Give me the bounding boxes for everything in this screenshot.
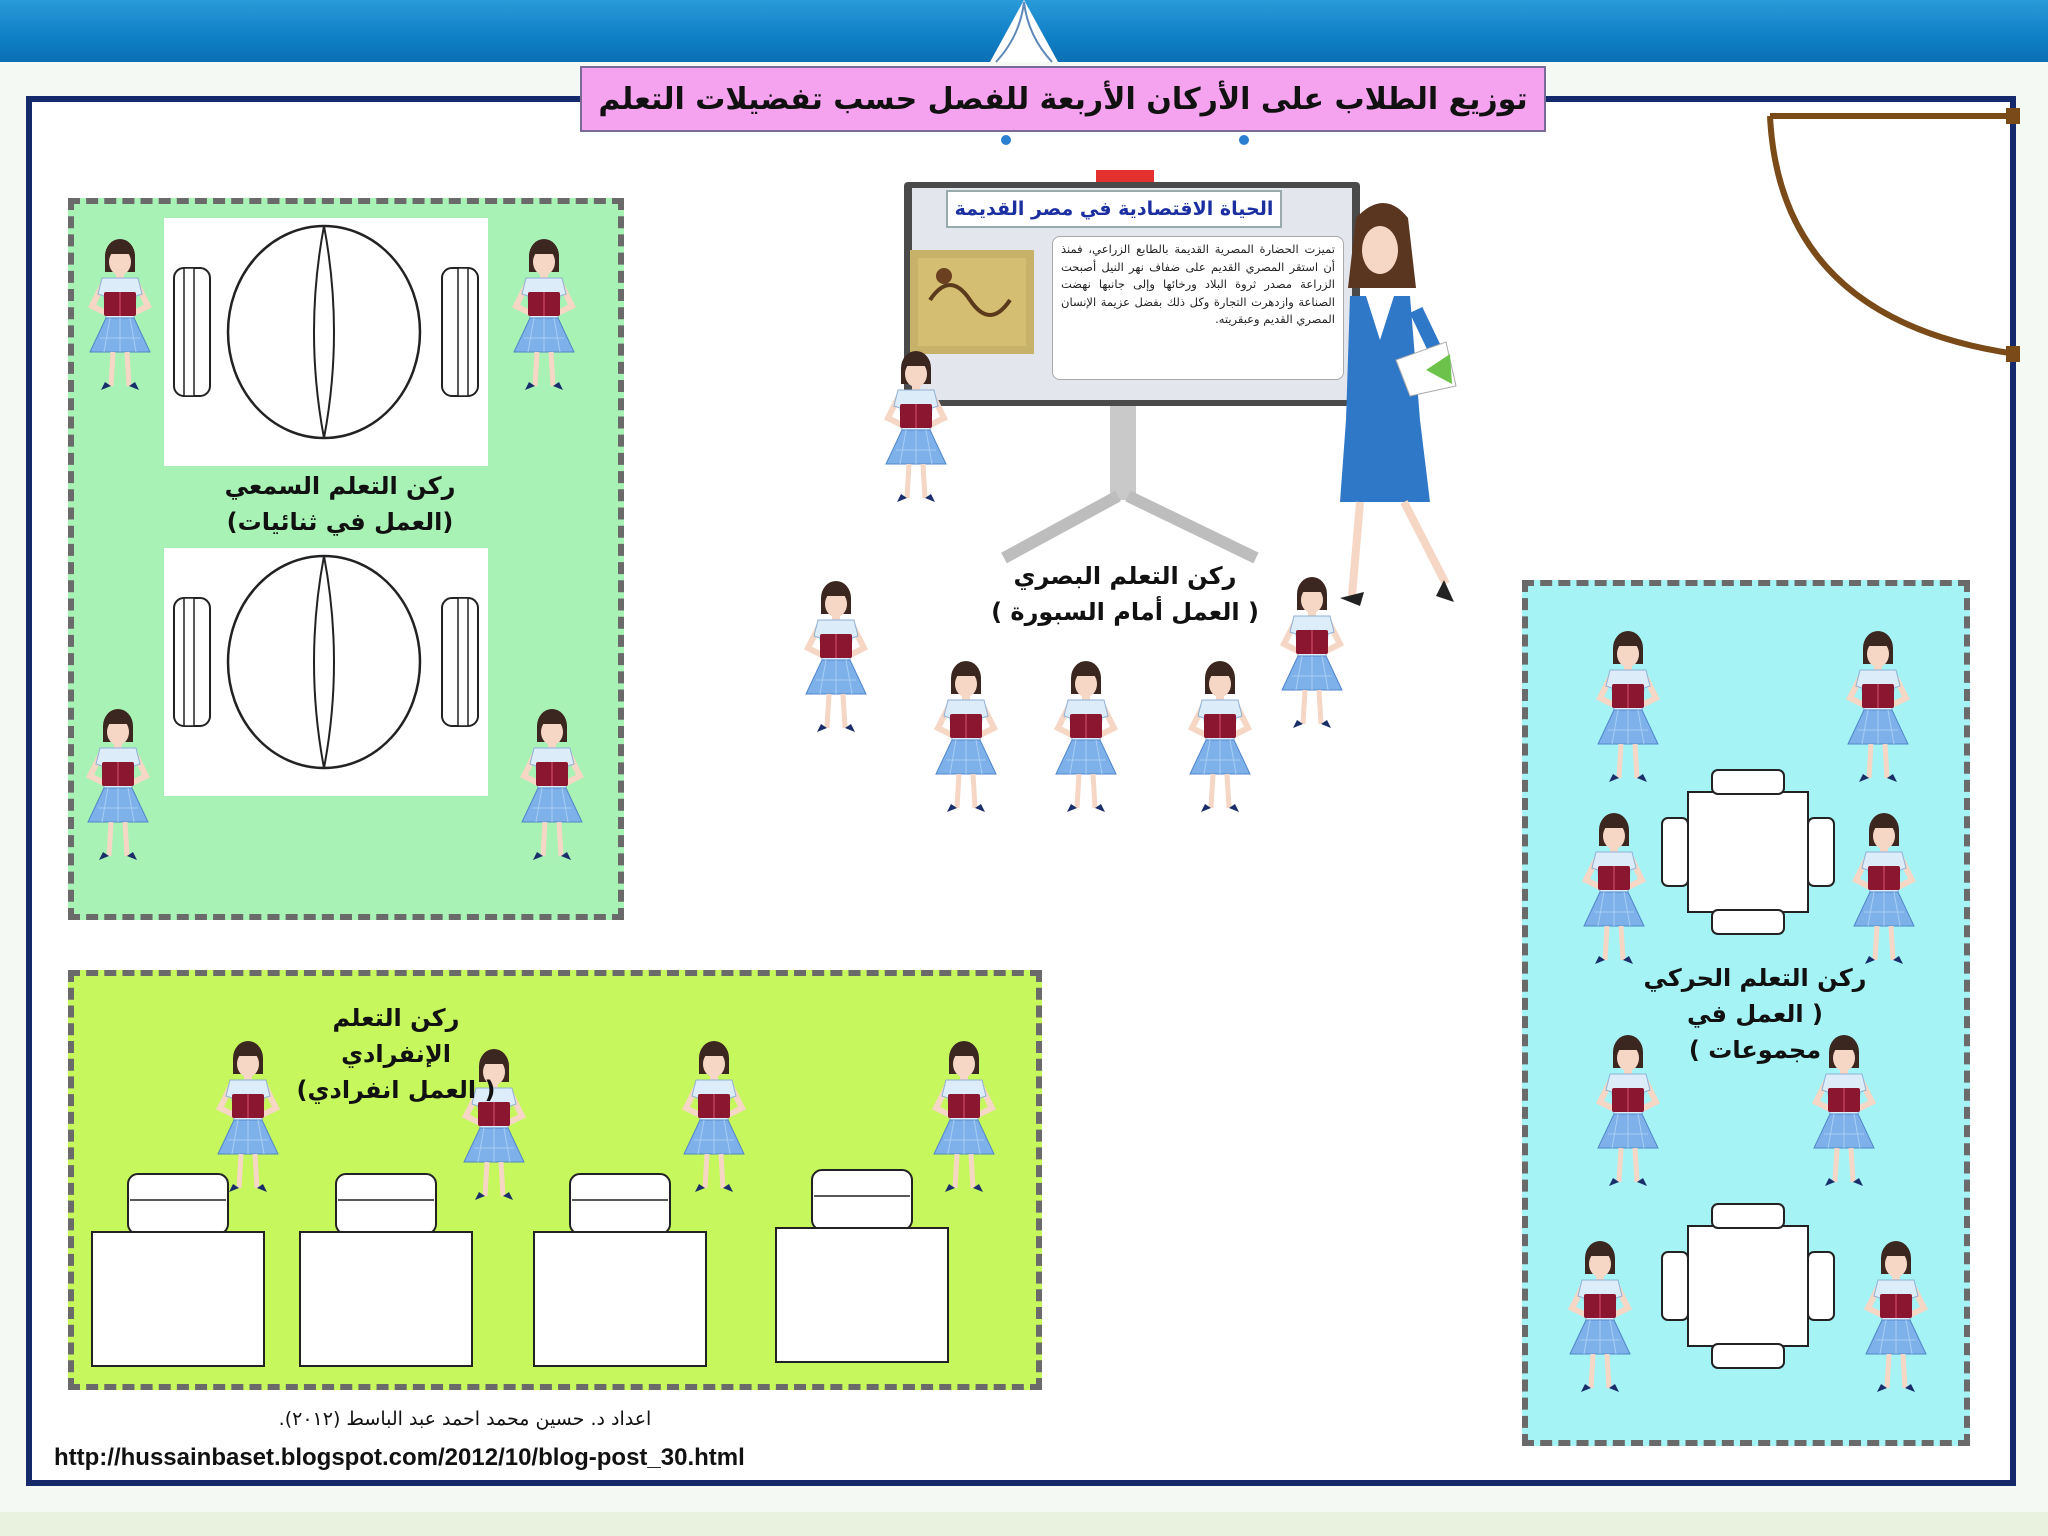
label-auditory-corner — [220, 468, 460, 540]
desk-group — [1662, 770, 1834, 934]
auditory-corner-title: ركن التعلم السمعي — [224, 472, 456, 500]
desk-single — [534, 1174, 706, 1366]
individual-corner-subtitle: ( العمل انفرادي) — [296, 1076, 496, 1104]
student-figure — [1848, 631, 1908, 782]
student-figure — [1598, 631, 1658, 782]
board-text: تميزت الحضارة المصرية القديمة بالطابع الزراعي، فمنذ أن استقر المصري القديم على ضفاف نهر النيل أصبحت الزراعة مصدر ثروة البلاد ورخائها وإلى جانبها نهضت الصناعة وازدهرت التجارة وكل ذلك بفضل عزيمة الإنسان المصري القديم وعبقريته. — [1052, 236, 1344, 380]
student-figure — [1866, 1241, 1926, 1392]
student-figure — [934, 1041, 994, 1192]
label-individual-corner — [276, 1000, 516, 1108]
student-figure — [1282, 577, 1342, 728]
door-icon — [1770, 108, 2020, 362]
student-figure — [1584, 813, 1644, 964]
desk-single — [92, 1174, 264, 1366]
page-title: توزيع الطلاب على الأركان الأربعة للفصل حسب تفضيلات التعلم — [580, 66, 1546, 132]
desk-pair — [164, 548, 488, 796]
board-title: الحياة الاقتصادية في مصر القديمة — [946, 190, 1282, 228]
visual-corner-subtitle: ( العمل أمام السبورة ) — [991, 598, 1259, 626]
desk-group — [1662, 1204, 1834, 1368]
student-figure — [1056, 661, 1116, 812]
desk-single — [300, 1174, 472, 1366]
student-figure — [1854, 813, 1914, 964]
student-figure — [806, 581, 866, 732]
header-notch — [990, 0, 1058, 62]
student-figure — [1570, 1241, 1630, 1392]
individual-corner-title: ركن التعلم الإنفرادي — [332, 1004, 460, 1068]
student-figure — [514, 239, 574, 390]
label-kinesthetic-corner — [1640, 960, 1870, 1068]
author-credit: اعداد د. حسين محمد احمد عبد الباسط (٢٠١٢). — [278, 1408, 652, 1430]
kinesthetic-corner-title: ركن التعلم الحركي — [1643, 964, 1867, 992]
visual-corner-title: ركن التعلم البصري — [1013, 562, 1237, 590]
kinesthetic-corner-subtitle: ( العمل في مجموعات ) — [1687, 1000, 1823, 1064]
label-visual-corner — [990, 558, 1260, 630]
student-figure — [936, 661, 996, 812]
student-figure — [522, 709, 582, 860]
teacher-figure — [1340, 203, 1456, 606]
desk-pair — [164, 218, 488, 466]
student-figure — [1190, 661, 1250, 812]
student-figure — [218, 1041, 278, 1192]
student-figure — [88, 709, 148, 860]
auditory-corner-subtitle: (العمل في ثنائيات) — [226, 508, 454, 536]
desk-single — [776, 1170, 948, 1362]
student-figure — [90, 239, 150, 390]
source-url[interactable]: http://hussainbaset.blogspot.com/2012/10/blog-post_30.html — [54, 1444, 745, 1471]
student-figure — [684, 1041, 744, 1192]
